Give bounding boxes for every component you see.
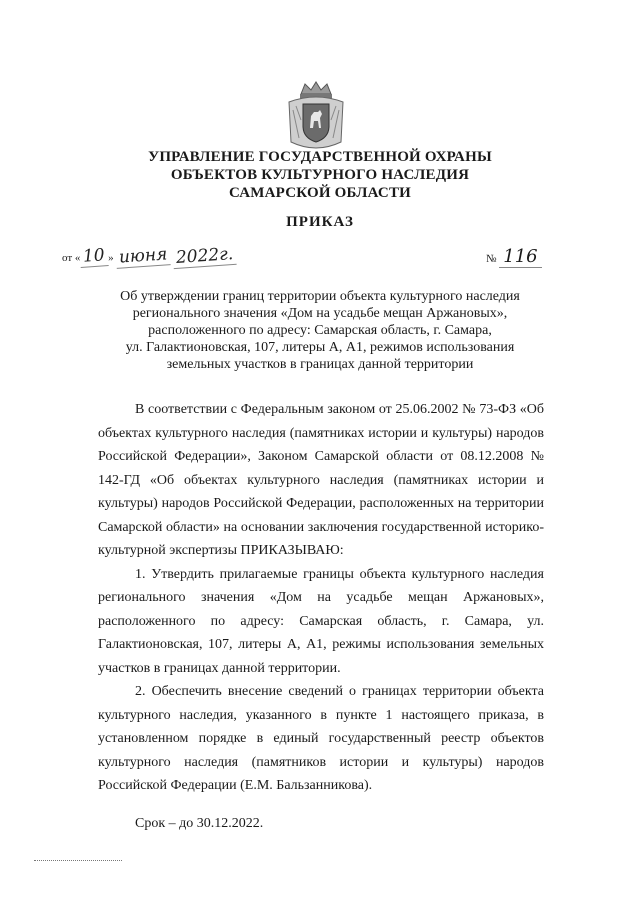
subject-line: Об утверждении границ территории объекта культурного наследия xyxy=(120,289,520,304)
subject-line: регионального значения «Дом на усадьбе мещан Аржановых», xyxy=(132,306,508,321)
date-separator: » xyxy=(108,252,114,264)
order-number xyxy=(486,246,542,268)
document-type-title: ПРИКАЗ xyxy=(286,214,354,230)
date-day: 10 xyxy=(80,245,109,268)
date-month: июня xyxy=(116,244,172,269)
subject-line: расположенного по адресу: Самарская область, г. Самара, xyxy=(148,323,492,338)
order-item-2: 2. Обеспечить внесение сведений о границах территории объекта культурного наследия, указанного в пункте 1 настоящего приказа, в установленном порядке в единый государственный реестр объектов культурного наследия (памятников истории и культуры) народов Российской Федерации (Е.М. Бальзанникова). xyxy=(98,684,544,793)
issuing-authority xyxy=(100,148,540,202)
org-line: ОБЪЕКТОВ КУЛЬТУРНОГО НАСЛЕДИЯ xyxy=(170,167,470,183)
subject-line: ул. Галактионовская, 107, литеры А, А1, режимов использования xyxy=(125,340,515,355)
number-value: 116 xyxy=(499,246,541,268)
date-prefix: от « xyxy=(62,252,81,264)
order-date xyxy=(62,246,237,267)
order-item-1: 1. Утвердить прилагаемые границы объекта культурного наследия регионального значения «Дом на усадьбе мещан Аржановых», расположенного по адресу: Самарская область, г. Самара, ул. Галактионовская, 107, литеры А, А1, режимы использования земельных участков в границах данной территории. xyxy=(98,566,544,676)
samara-region-coat-of-arms-icon xyxy=(283,80,349,152)
order-subject xyxy=(100,288,540,373)
number-prefix: № xyxy=(486,253,497,265)
footer-divider xyxy=(34,860,122,861)
order-body xyxy=(98,398,544,835)
date-year: 2022г. xyxy=(173,244,238,269)
deadline-text: Срок – до 30.12.2022. xyxy=(135,815,264,831)
org-line: САМАРСКОЙ ОБЛАСТИ xyxy=(228,185,412,201)
preamble-paragraph: В соответствии с Федеральным законом от 25.06.2002 № 73-ФЗ «Об объектах культурного наследия (памятниках истории и культуры) народов Российской Федерации», Законом Самарской области от 08.12.2008 № 142-ГД «Об объектах культурного наследия (памятниках истории и культуры) народов Российской Федерации, расположенных на территории Самарской области» на основании заключения государственной историко-культурной экспертизы ПРИКАЗЫВАЮ: xyxy=(98,402,544,558)
subject-line: земельных участков в границах данной территории xyxy=(166,357,474,372)
org-line: УПРАВЛЕНИЕ ГОСУДАРСТВЕННОЙ ОХРАНЫ xyxy=(148,149,492,165)
